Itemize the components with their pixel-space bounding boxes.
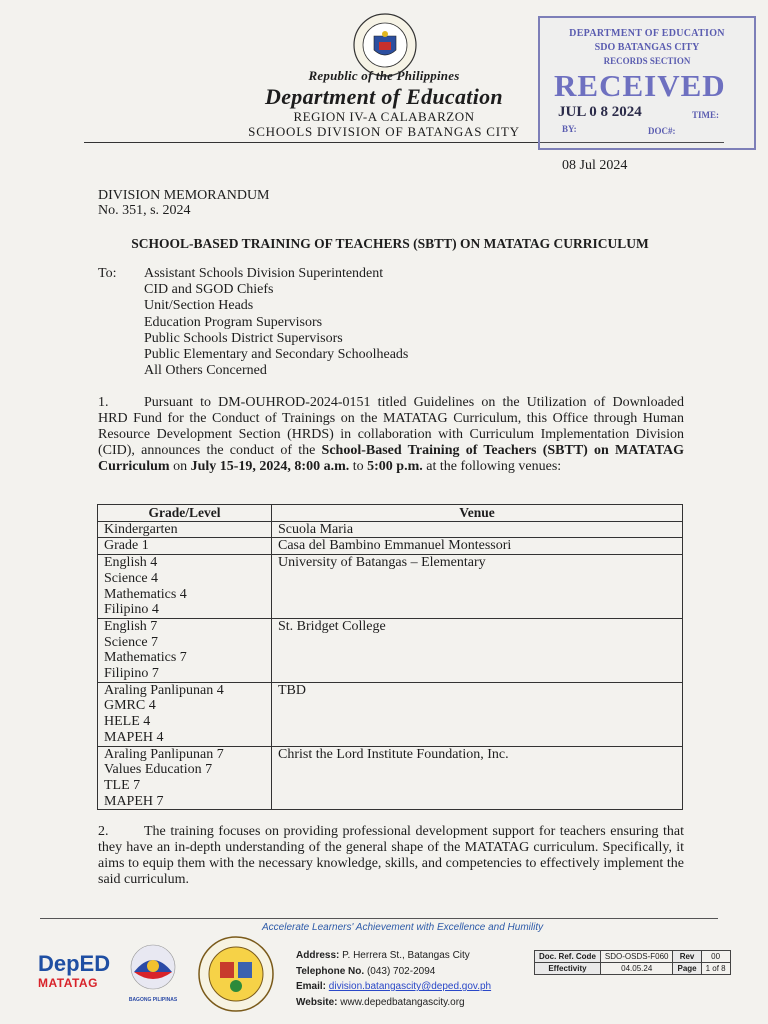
recipient-item: Public Elementary and Secondary Schoolheads [144, 347, 409, 363]
website-label: Website: [296, 996, 338, 1008]
to-label: To: [98, 266, 117, 281]
document-reference-table [534, 950, 731, 975]
paragraph-1-text: on [169, 459, 191, 474]
doc-ref-label: Doc. Ref. Code [535, 951, 601, 963]
venue-cell: St. Bridget College [272, 618, 683, 682]
email-label: Email: [296, 981, 327, 992]
paragraph-2 [98, 824, 684, 888]
phone-value: (043) 702-2094 [366, 965, 436, 977]
column-header-grade: Grade/Level [98, 505, 272, 522]
table-row [98, 746, 683, 810]
paragraph-1-text: to [349, 459, 368, 474]
stamp-by-label: BY: [562, 124, 577, 134]
sdo-batangas-city-seal-logo [196, 934, 276, 1014]
bagong-pilipinas-emblem-icon [122, 942, 184, 992]
department-heading: Department of Education [265, 84, 503, 109]
grade-line: Filipino 7 [104, 666, 159, 682]
recipient-item: All Others Concerned [144, 363, 267, 379]
grade-line: Araling Panlipunan 4 [104, 682, 224, 698]
footer-divider [40, 918, 718, 919]
address-value: P. Herrera St., Batangas City [342, 950, 470, 961]
paragraph-1-text: Pursuant to DM-OUHROD-2024-0151 titled Guidelines on the Utilization of Downloaded HRD Fund for the Conduct of Trainings on the MATATAG Curriculum, this Office through Human Resource Development Section (HRDS) in collaboration with Curriculum Implementation Division (CID), announces the conduct of the [98, 395, 684, 458]
grade-cell [98, 618, 272, 682]
paragraph-1-end-time: 5:00 p.m. [367, 459, 423, 474]
recipient-list [144, 266, 408, 379]
page-label: Page [673, 963, 701, 975]
grade-line: Mathematics 4 [104, 586, 187, 602]
recipient-item: CID and SGOD Chiefs [144, 282, 274, 298]
grade-line: GMRC 4 [104, 698, 156, 714]
grade-line: English 4 [104, 555, 158, 571]
paragraph-1-number: 1. [98, 395, 109, 410]
stamp-time-label: TIME: [692, 110, 719, 120]
table-row [98, 538, 683, 555]
grade-line: Grade 1 [104, 538, 149, 554]
table-row [98, 521, 683, 538]
stamp-received: RECEIVED [554, 68, 726, 103]
venue-cell: Christ the Lord Institute Foundation, Inc. [272, 746, 683, 810]
paragraph-1-date: July 15-19, 2024, 8:00 a.m. [190, 459, 350, 474]
column-header-venue: Venue [272, 505, 683, 522]
venue-cell: TBD [272, 682, 683, 746]
address-label: Address: [296, 950, 340, 961]
grade-line: Araling Panlipunan 7 [104, 746, 224, 762]
effectivity-label: Effectivity [535, 963, 601, 975]
stamp-line-1: DEPARTMENT OF EDUCATION [569, 28, 725, 39]
grade-line: Kindergarten [104, 521, 178, 537]
grade-cell [98, 521, 272, 538]
phone-label: Telephone No. [296, 965, 365, 977]
region-heading: REGION IV-A CALABARZON [293, 109, 475, 124]
paragraph-1-training-title: School-Based Training of Teachers (SBTT) on MATATAG Curriculum [98, 443, 684, 474]
venue-table [97, 504, 683, 810]
website-link[interactable]: www.depedbatangascity.org [340, 996, 465, 1008]
recipient-item: Unit/Section Heads [144, 298, 254, 314]
rev-label: Rev [673, 951, 701, 963]
venue-cell: Scuola Maria [272, 521, 683, 538]
received-stamp [538, 16, 756, 150]
page-value: 1 of 8 [701, 963, 730, 975]
bagong-pilipinas-label: BAGONG PILIPINAS [128, 997, 178, 1003]
grade-cell [98, 538, 272, 555]
paragraph-2-number: 2. [98, 824, 109, 839]
grade-line: Filipino 4 [104, 602, 159, 618]
division-heading: SCHOOLS DIVISION OF BATANGAS CITY [248, 124, 520, 139]
table-row [98, 682, 683, 746]
recipient-item: Education Program Supervisors [144, 314, 323, 330]
memo-date: 08 Jul 2024 [562, 158, 628, 173]
grade-line: English 7 [104, 618, 158, 634]
grade-line: HELE 4 [104, 714, 151, 730]
effectivity-value: 04.05.24 [600, 963, 673, 975]
table-header-row [98, 505, 683, 522]
table-row [98, 618, 683, 682]
grade-line: Mathematics 7 [104, 650, 187, 666]
grade-cell [98, 746, 272, 810]
grade-line: Science 7 [104, 634, 159, 650]
deped-matatag-logo [38, 952, 112, 998]
memo-subject: SCHOOL-BASED TRAINING OF TEACHERS (SBTT) ON MATATAG CURRICULUM [131, 236, 649, 251]
grade-cell [98, 555, 272, 619]
venue-cell: University of Batangas – Elementary [272, 555, 683, 619]
contact-details [296, 948, 491, 1010]
stamp-doc-label: DOC#: [648, 126, 676, 136]
paragraph-2-text: The training focuses on providing professional development support for teachers ensuring that they have an in-depth understanding of the general shape of the MATATAG curriculum. Specifically, it aims to equip them with the necessary knowledge, skills, and competencies to effectively implement the said curriculum. [98, 824, 684, 887]
republic-heading: Republic of the Philippines [308, 68, 460, 83]
paragraph-1 [98, 395, 684, 475]
memo-label: DIVISION MEMORANDUM [98, 188, 270, 203]
grade-line: MAPEH 7 [104, 793, 164, 809]
bagong-pilipinas-logo [122, 942, 184, 1004]
deped-wordmark: DepED [38, 951, 111, 976]
grade-cell [98, 682, 272, 746]
venue-cell: Casa del Bambino Emmanuel Montessori [272, 538, 683, 555]
grade-line: TLE 7 [104, 777, 141, 793]
email-link[interactable]: division.batangascity@deped.gov.ph [328, 981, 492, 992]
doc-ref-value: SDO-OSDS-F060 [600, 951, 673, 963]
grade-line: Values Education 7 [104, 762, 213, 778]
memo-number: No. 351, s. 2024 [98, 203, 191, 218]
paragraph-1-text: at the following venues: [422, 459, 562, 474]
footer-tagline: Accelerate Learners' Achievement with Excellence and Humility [262, 922, 544, 933]
matatag-wordmark: MATATAG [38, 976, 98, 990]
recipient-item: Public Schools District Supervisors [144, 330, 343, 346]
recipient-item: Assistant Schools Division Superintendent [144, 266, 384, 281]
stamp-line-3: RECORDS SECTION [603, 56, 691, 66]
stamp-date: JUL 0 8 2024 [558, 104, 642, 120]
stamp-line-2: SDO BATANGAS CITY [594, 42, 700, 53]
grade-line: Science 4 [104, 570, 159, 586]
table-row [98, 555, 683, 619]
grade-line: MAPEH 4 [104, 729, 164, 745]
rev-value: 00 [701, 951, 730, 963]
